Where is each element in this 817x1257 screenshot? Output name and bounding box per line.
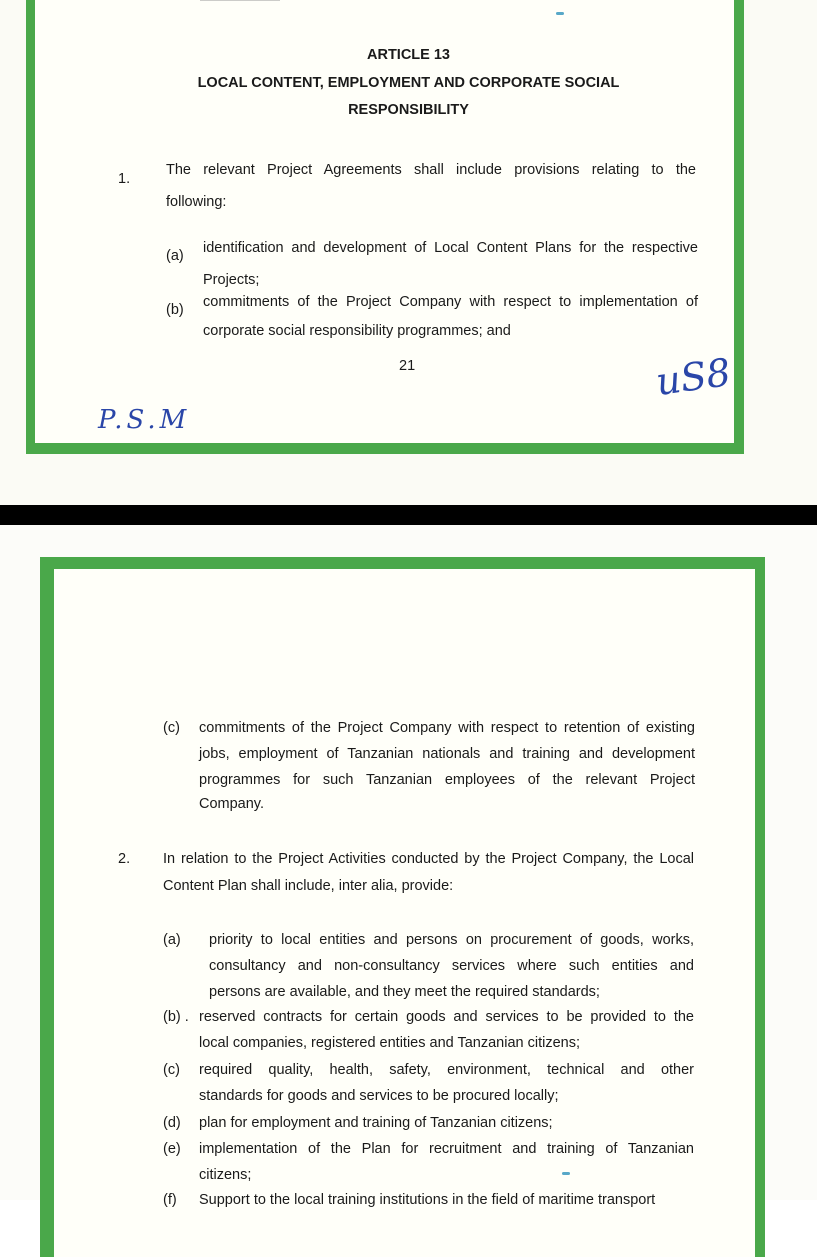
item-text-line: Company.: [199, 796, 265, 812]
article-heading-line-1: LOCAL CONTENT, EMPLOYMENT AND CORPORATE SOCIAL: [197, 75, 620, 91]
item-label: (d): [163, 1115, 181, 1131]
item-label: (a): [163, 932, 181, 948]
clause-text-line: following:: [166, 194, 227, 210]
page-separator: [0, 505, 817, 525]
item-label: (f): [163, 1192, 177, 1208]
handwritten-signature: uS8: [653, 350, 734, 404]
item-text-line: implementation of the Plan for recruitment and training of Tanzanian: [199, 1141, 694, 1157]
item-text-line: jobs, employment of Tanzanian nationals and training and development: [199, 746, 695, 762]
item-text-line: consultancy and non-consultancy services where such entities and: [209, 958, 694, 974]
scan-mark: [556, 12, 564, 15]
item-text-line: programmes for such Tanzanian employees of the relevant Project: [199, 772, 695, 788]
handwritten-initials: P.S.M: [98, 405, 191, 435]
item-text-line: persons are available, and they meet the required standards;: [209, 984, 600, 1000]
item-text-line: standards for goods and services to be procured locally;: [199, 1088, 559, 1104]
item-label: (c): [163, 720, 180, 736]
item-label: (a): [166, 248, 184, 264]
item-text-line: Projects;: [203, 272, 260, 288]
item-text-line: citizens;: [199, 1167, 252, 1183]
item-label: (b): [166, 302, 184, 318]
cut-off-text-fragment: [200, 0, 280, 1]
item-text-line: commitments of the Project Company with respect to implementation of: [203, 294, 698, 310]
green-page-border: [26, 0, 744, 454]
clause-text-line: Content Plan shall include, inter alia, provide:: [163, 878, 454, 894]
clause-number: 2.: [118, 851, 131, 867]
item-label: (c): [163, 1062, 180, 1078]
scan-mark: [562, 1172, 570, 1175]
article-title: ARTICLE 13: [367, 47, 450, 63]
item-label: (b) .: [163, 1009, 189, 1025]
item-text-line: local companies, registered entities and Tanzanian citizens;: [199, 1035, 580, 1051]
clause-text-line: The relevant Project Agreements shall include provisions relating to the: [166, 162, 696, 178]
item-text-line: reserved contracts for certain goods and services to be provided to the: [199, 1009, 694, 1025]
article-heading-line-2: RESPONSIBILITY: [348, 102, 469, 118]
item-text-line: Support to the local training institutions in the field of maritime transport: [199, 1192, 656, 1208]
clause-text-line: In relation to the Project Activities conducted by the Project Company, the Local: [163, 851, 694, 867]
item-text-line: priority to local entities and persons on procurement of goods, works,: [209, 932, 694, 948]
item-text-line: plan for employment and training of Tanzanian citizens;: [199, 1115, 553, 1131]
clause-number: 1.: [118, 171, 131, 187]
document-page-1: [0, 0, 817, 505]
item-text-line: commitments of the Project Company with respect to retention of existing: [199, 720, 695, 736]
item-text-line: required quality, health, safety, environment, technical and other: [199, 1062, 694, 1078]
item-text-line: identification and development of Local Content Plans for the respective: [203, 240, 698, 256]
item-label: (e): [163, 1141, 181, 1157]
page-number: 21: [399, 358, 416, 374]
item-text-line: corporate social responsibility programmes; and: [203, 323, 511, 339]
document-page-2: [0, 525, 817, 1208]
